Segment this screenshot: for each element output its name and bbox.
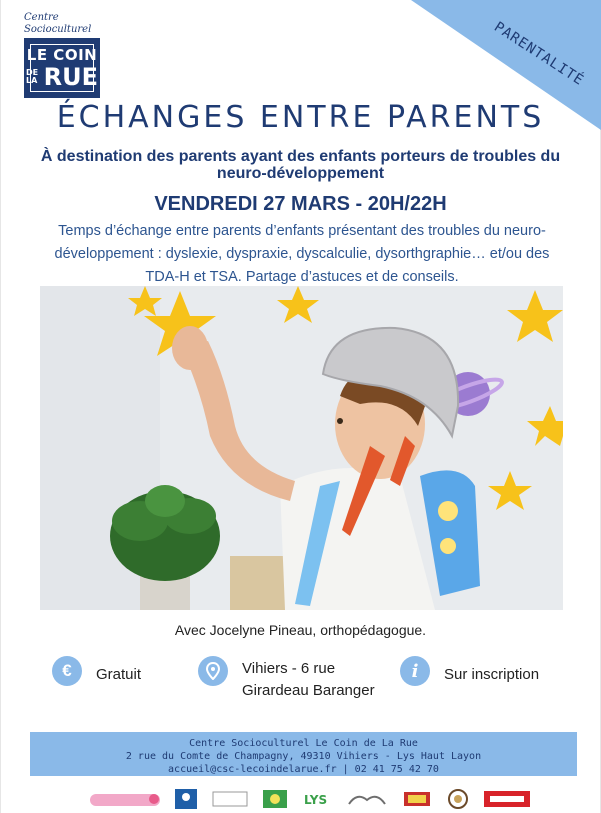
info-price: [52, 656, 141, 706]
location-pin-icon: [198, 656, 228, 686]
footer-contact: [30, 732, 577, 776]
partner-logo-mauges: [347, 790, 387, 808]
footer-contact-info: accueil@csc-lecoindelarue.fr | 02 41 75 42 70: [168, 764, 439, 775]
partner-logo-caf: [175, 790, 197, 808]
partner-logo-parentalite: [90, 790, 160, 808]
partner-logo-anjou: [402, 790, 432, 808]
subtitle: À destination des parents ayant des enfants porteurs de troubles du neuro-développement: [40, 148, 561, 182]
info-registration: [400, 656, 539, 706]
photo-caption: Avec Jocelyne Pineau, orthopédagogue.: [174, 622, 427, 638]
event-date: VENDREDI 27 MARS - 20H/22H: [154, 193, 447, 215]
partner-logo-cholet: [484, 790, 530, 808]
footer-org-name: Centre Socioculturel Le Coin de La Rue: [189, 738, 418, 749]
euro-icon: €: [52, 656, 82, 686]
partner-logo-lys: [302, 790, 332, 808]
location-line2: Girardeau Baranger: [242, 682, 375, 699]
event-photo: [40, 286, 563, 610]
logo-small: DE LA: [26, 67, 39, 85]
registration-text: Sur inscription: [444, 666, 540, 683]
event-description: Temps d’échange entre parents d’enfants présentant des troubles du neuro-développement : dyslexie, dyspraxie, dyscalculie, dysorthgraphie… et/ou des TDA-H et TSA. Partage d’astuces et de conseils.: [54, 223, 550, 285]
partner-logo-emblem: [447, 790, 469, 808]
info-location: [198, 656, 375, 706]
photo-illustration: [40, 286, 563, 610]
svg-text:LYS: LYS: [304, 793, 328, 807]
footer-address: 2 rue du Comte de Champagny, 49310 Vihiers - Lys Haut Layon: [125, 751, 482, 762]
partner-logos: [90, 788, 530, 810]
organization-logo: [24, 12, 102, 98]
partner-logo-msa: [212, 790, 248, 808]
logo-badge: [24, 38, 100, 98]
page-title: ÉCHANGES ENTRE PARENTS: [56, 100, 545, 135]
partner-logo-department: [263, 790, 287, 808]
logo-big: RUE: [43, 62, 98, 91]
logo-tagline: Centre Socioculturel: [24, 12, 92, 35]
price-text: Gratuit: [96, 666, 142, 683]
location-line1: Vihiers - 6 rue: [242, 660, 336, 677]
ribbon-label: PARENTALITÉ: [491, 19, 587, 89]
logo-line1: LE COIN: [26, 45, 98, 64]
info-icon: i: [400, 656, 430, 686]
